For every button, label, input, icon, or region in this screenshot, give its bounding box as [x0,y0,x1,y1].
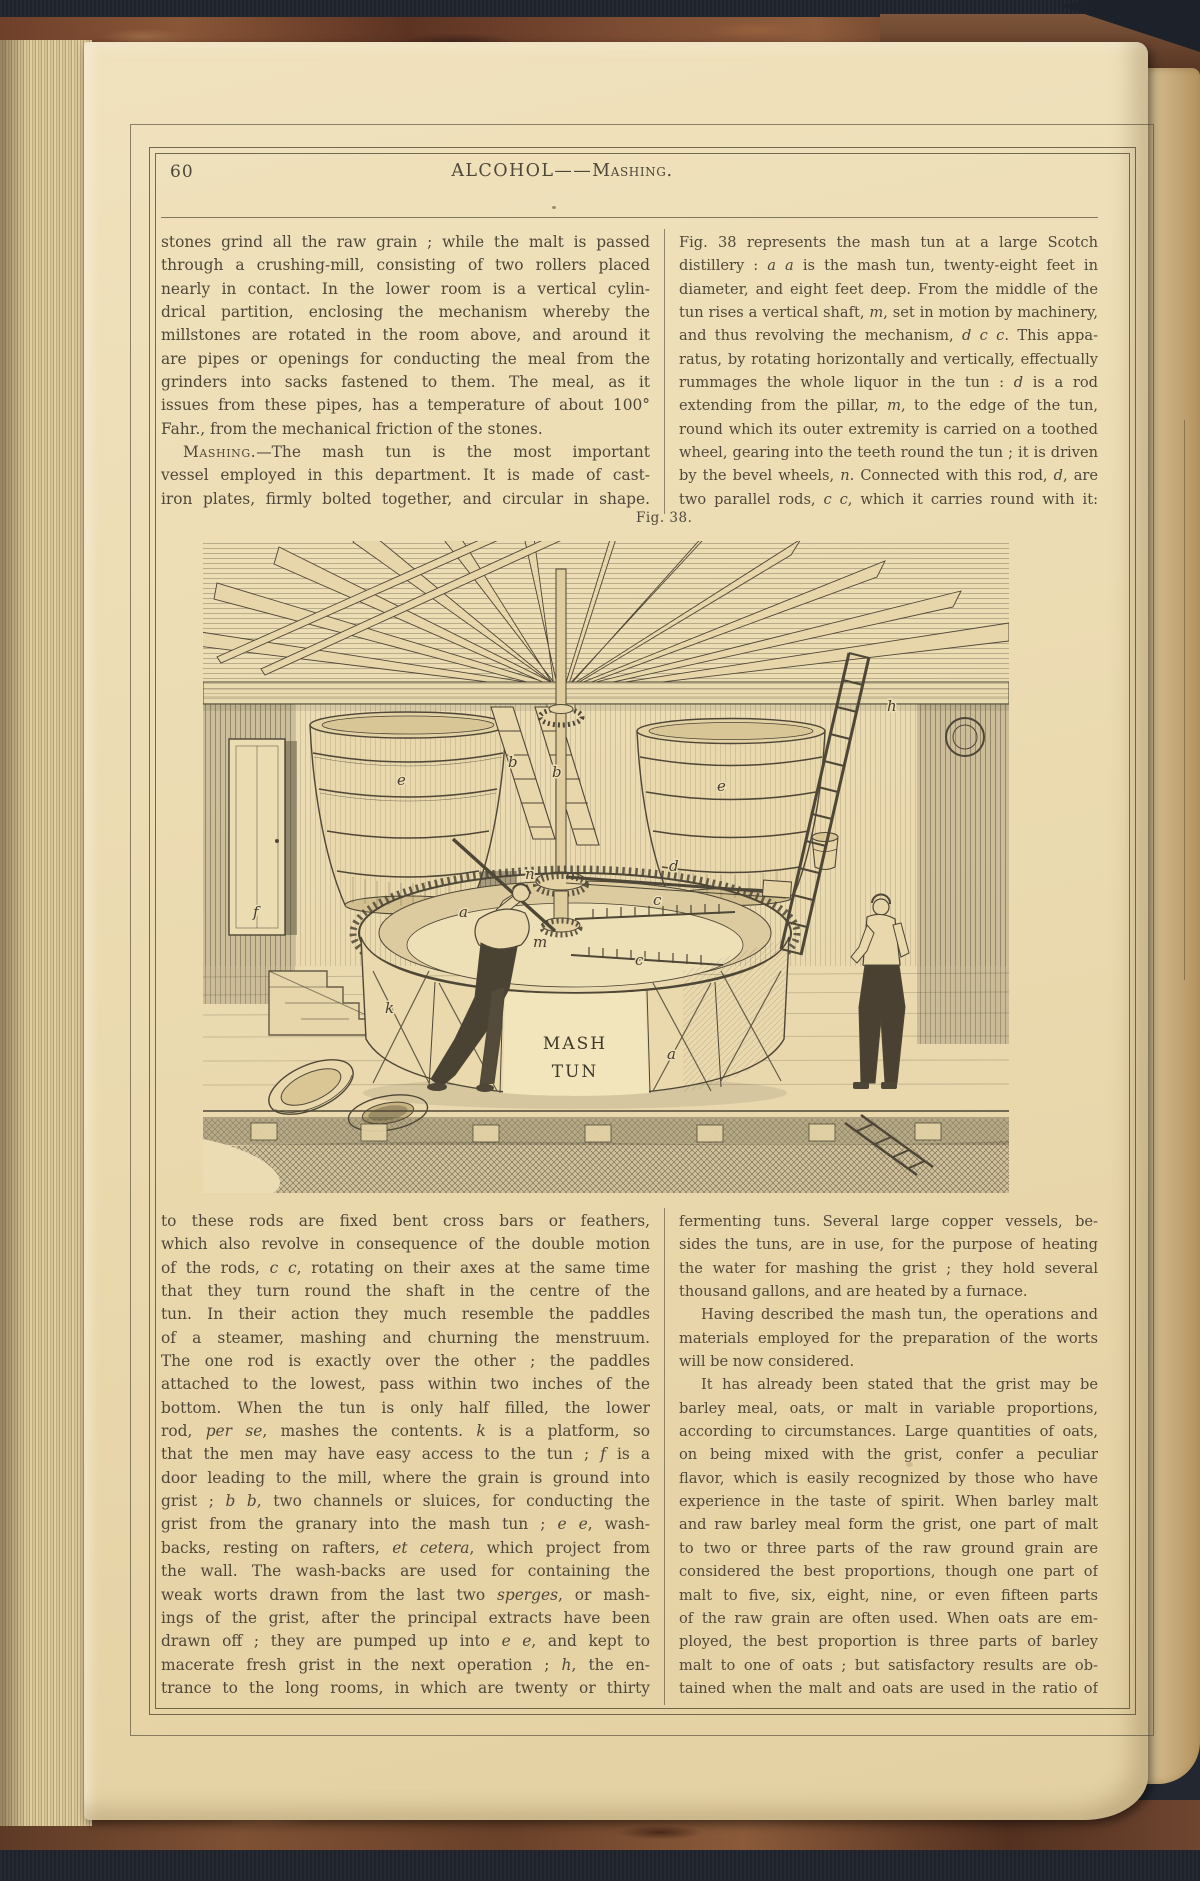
text-line: drical partition, enclosing the mechanism whereby the [161,303,650,322]
text-line: tun. In their action they much resemble the paddles [161,1305,650,1324]
running-title: ALCOHOL——Mashing. [451,161,673,181]
mill-door [229,739,297,935]
text-line: barley meal, oats, or malt in variable proportions, [679,1399,1098,1417]
column-bottom-left [161,1210,650,1700]
text-line: Mashing.—The mash tun is the most important [183,443,650,462]
text-line: extending from the pillar, m, to the edge of the tun, [679,397,1098,415]
letter-m-shaft: m [533,933,548,951]
text-line: two parallel rods, c c, which it carries round with it: [679,490,1098,508]
text-line: that they turn round the shaft in the centre of the [161,1282,650,1301]
text-line: malt to five, six, eight, nine, or even fifteen parts [679,1586,1098,1604]
tun-label-line1: MASH [542,1034,608,1054]
text-line: door leading to the mill, where the grain is ground into [161,1468,650,1487]
text-line: Having described the mash tun, the operations and [701,1306,1098,1324]
text-line: the wall. The wash-backs are used for containing the [161,1562,650,1581]
text-line: Fig. 38 represents the mash tun at a large Scotch [679,234,1098,251]
text-line: round which its outer extremity is carried on a toothed [679,420,1098,438]
text-line: diameter, and eight feet deep. From the middle of the [679,280,1098,298]
text-line: experience in the taste of spirit. When barley malt [679,1493,1098,1511]
column-divider-bottom [664,1208,665,1705]
text-line: grist from the granary into the mash tun ; e e, wash- [161,1515,650,1534]
tun-label-line2: TUN [551,1062,599,1082]
letter-b-right: b [552,763,562,781]
header-rule [161,217,1098,218]
letter-d-rod: d [669,857,679,875]
letter-f-door: f [253,903,259,921]
column-top-right [679,231,1098,511]
text-line: issues from these pipes, has a temperature of about 100° [161,396,650,415]
text-line: malt to one of oats ; but satisfactory results are ob- [679,1656,1098,1674]
text-line: stones grind all the raw grain ; while the malt is passed [161,233,650,251]
column-bottom-right [679,1210,1098,1700]
text-line: by the bevel wheels, n. Connected with this rod, d, are [679,467,1098,485]
text-line: vessel employed in this department. It is made of cast- [161,466,650,485]
floor-front [203,1111,1009,1193]
figure-engraving [203,541,1009,1193]
text-line: ings of the grist, after the principal extracts have been [161,1608,650,1627]
column-divider-top [664,229,665,514]
wash-back-left [310,712,506,914]
text-line: tained when the malt and oats are used in the ratio of [679,1679,1098,1697]
letter-h-ladder: h [887,697,897,715]
letter-k-platform: k [385,999,395,1017]
text-line: iron plates, firmly bolted together, and circular in shape. [161,489,650,508]
page-stack-edge [0,40,92,1826]
letter-a-wall: a [667,1045,676,1063]
foxing-spot [556,332,561,336]
text-line: sides the tuns, are in use, for the purpose of heating [679,1236,1098,1254]
figure-caption: Fig. 38. [636,510,693,526]
text-line: of the raw grain are often used. When oats are em- [679,1609,1098,1627]
text-line: and thus revolving the mechanism, d c c. This appa- [679,327,1098,345]
text-line: The one rod is exactly over the other ; the paddles [161,1352,650,1371]
text-line: thousand gallons, and are heated by a furnace. [679,1283,1028,1301]
text-line: according to circumstances. Large quantities of oats, [679,1423,1098,1441]
text-line: distillery : a a is the mash tun, twenty-eight feet in [679,257,1098,275]
text-line: It has already been stated that the grist may be [701,1376,1098,1394]
platform-steps [269,971,375,1035]
letter-e-left: e [397,771,406,789]
text-line: will be now considered. [679,1353,855,1371]
letter-a-inner: a [459,903,468,921]
text-line: which also revolve in consequence of the double motion [161,1235,650,1254]
foxing-spot [906,1462,913,1467]
text-line: wheel, gearing into the teeth round the tun ; it is driven [679,444,1098,462]
text-line: on being mixed with the grist, confer a peculiar [679,1446,1098,1464]
text-line: flavor, which is easily recognized by those who have [679,1469,1098,1487]
text-line: to two or three parts of the raw ground grain are [679,1539,1098,1557]
letter-e-right: e [717,777,726,795]
text-line: attached to the lowest, pass within two inches of the [161,1375,650,1394]
text-line: and raw barley meal form the grist, one part of malt [679,1516,1098,1534]
text-line: tun rises a vertical shaft, m, set in motion by machinery, [679,304,1098,322]
text-line: of the rods, c c, rotating on their axes at the same time [161,1258,650,1277]
text-line: that the men may have easy access to the tun ; f is a [161,1445,650,1464]
foxing-spot [552,206,556,209]
text-line: to these rods are fixed bent cross bars or feathers, [161,1212,650,1230]
text-line: trance to the long rooms, in which are twenty or thirty [161,1678,650,1697]
text-line: bottom. When the tun is only half filled, the lower [161,1398,650,1417]
text-line: considered the best proportions, though one part of [679,1563,1098,1581]
text-line: are pipes or openings for conducting the meal from the [161,349,650,368]
text-line: weak worts drawn from the last two sperges, or mash- [161,1585,650,1604]
text-line: fermenting tuns. Several large copper vessels, be- [679,1213,1098,1230]
text-line: of a steamer, mashing and churning the menstruum. [161,1328,650,1347]
letter-b-left: b [508,753,518,771]
text-line: the water for mashing the grist ; they hold several [679,1259,1098,1277]
text-line: millstones are rotated in the room above, and around it [161,326,650,345]
text-line: grinders into sacks fastened to them. The meal, as it [161,373,650,392]
column-top-left [161,231,650,511]
text-line: ratus, by rotating horizontally and vertically, effectually [679,350,1098,368]
text-line: drawn off ; they are pumped up into e e, and kept to [161,1632,650,1651]
text-line: macerate fresh grist in the next operation ; h, the en- [161,1655,650,1674]
text-line: rod, per se, mashes the contents. k is a platform, so [161,1422,650,1441]
next-page-rule [1184,420,1185,980]
text-line: backs, resting on rafters, et cetera, which project from [161,1538,650,1557]
text-line: materials employed for the preparation of the worts [679,1329,1098,1347]
text-line: through a crushing-mill, consisting of two rollers placed [161,256,650,275]
text-line: Fahr., from the mechanical friction of the stones. [161,419,543,438]
letter-n-gears: n [525,865,535,883]
letter-c-upper: c [653,891,662,909]
page-number: 60 [170,162,194,182]
text-line: nearly in contact. In the lower room is a vertical cylin- [161,279,650,298]
text-line: rummages the whole liquor in the tun : d is a rod [679,374,1098,392]
ceiling [203,541,1009,693]
letter-c-lower: c [635,951,644,969]
mash-tun-engraving [203,541,1009,1193]
text-line: ployed, the best proportion is three parts of barley [679,1633,1098,1651]
text-line: grist ; b b, two channels or sluices, for conducting the [161,1492,650,1511]
